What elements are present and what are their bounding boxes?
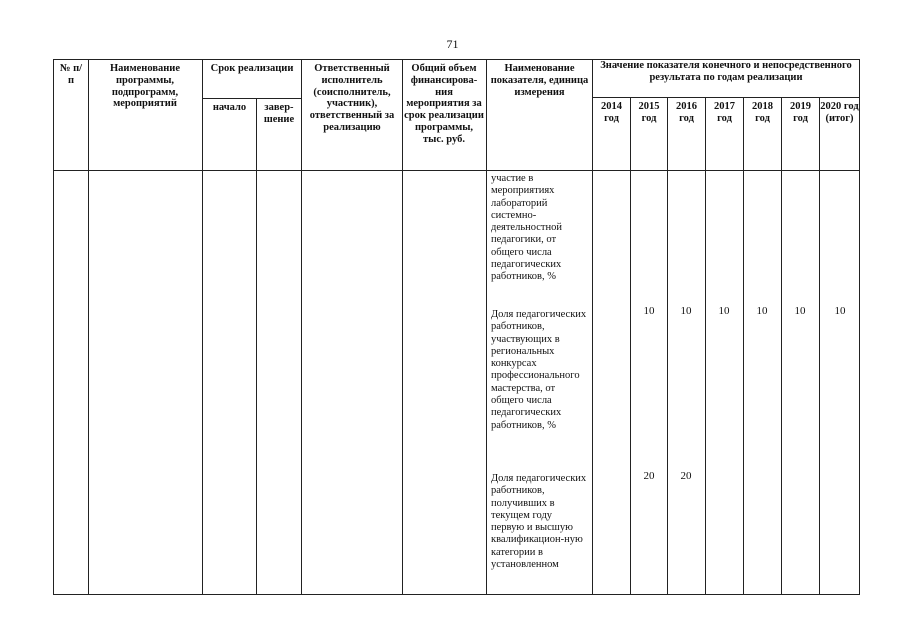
header-year-2015: 2015 год — [638, 101, 660, 124]
header-responsible: Ответственный исполнитель (соисполнитель, участник), ответственный за реализацию — [309, 63, 395, 133]
header-year-2019: 2019 год — [790, 101, 811, 124]
header-end: завер-шение — [263, 102, 295, 125]
indicator-text: Доля педагогических работников, участвующих в региональных конкурсах профессионального мастерства, от общего числа педагогических работников, % — [491, 309, 587, 431]
value-2018: 10 — [756, 305, 768, 317]
header-year-2014: 2014 год — [601, 101, 622, 124]
value-2016: 20 — [680, 470, 692, 482]
value-2017: 10 — [718, 305, 730, 317]
header-values: Значение показателя конечного и непосредственного результата по годам реализации — [600, 60, 852, 83]
value-2015: 20 — [643, 470, 655, 482]
value-2015: 10 — [643, 305, 655, 317]
value-2016: 10 — [680, 305, 692, 317]
header-year-2020: 2020 год (итог) — [820, 101, 859, 124]
header-year-2016: 2016 год — [676, 101, 697, 124]
header-funding: Общий объем финансирова-ния мероприятия за срок реализации программы, тыс. руб. — [404, 63, 484, 145]
header-term: Срок реализации — [210, 63, 294, 74]
page-number: 71 — [446, 37, 459, 51]
header-start: начало — [212, 102, 247, 113]
value-2020: 10 — [834, 305, 846, 317]
header-num: № п/п — [59, 63, 83, 86]
value-2019: 10 — [794, 305, 806, 317]
indicator-text: участие в мероприятиях лабораторий системно-деятельностной педагогики, от общего числа педагогических работников, % — [491, 173, 562, 283]
indicator-text: Доля педагогических работников, получивших в текущем году первую и высшую квалификацион-ную категории в установленном — [491, 473, 587, 571]
header-year-2018: 2018 год — [752, 101, 773, 124]
header-indicator: Наименование показателя, единица измерения — [490, 63, 589, 98]
header-name: Наименование программы, подпрограмм, мероприятий — [110, 63, 180, 110]
header-year-2017: 2017 год — [714, 101, 735, 124]
